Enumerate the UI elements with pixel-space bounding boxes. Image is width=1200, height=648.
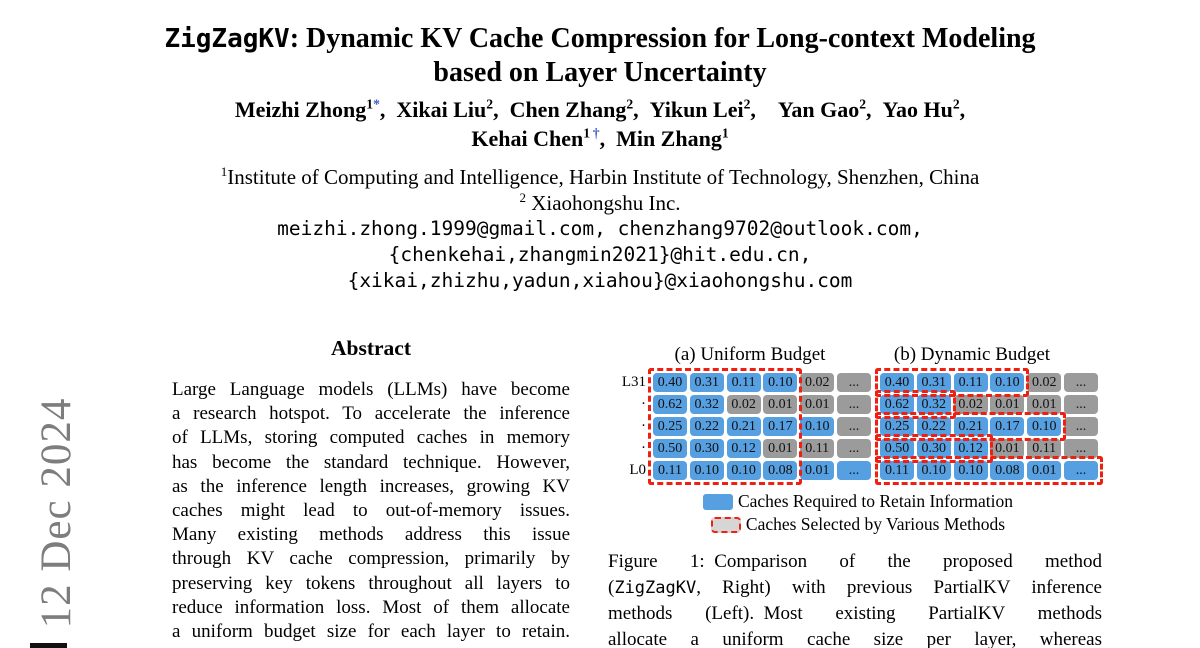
paper-title-line2: based on Layer Uncertainty <box>433 57 767 88</box>
grid-row-labels <box>608 373 650 483</box>
cache-cell: 0.17 <box>990 417 1024 436</box>
caption-code-word: ZigZagKV <box>614 577 697 598</box>
cache-cell: 0.21 <box>954 417 988 436</box>
cache-cell: 0.32 <box>917 395 951 414</box>
cache-cell: 0.50 <box>653 439 687 458</box>
cache-cell: 0.02 <box>954 395 988 414</box>
grid-row-label: · <box>641 440 646 456</box>
figure-panel-headers <box>608 344 1108 370</box>
caption-line <box>608 575 1102 602</box>
affiliation-text: Institute of Computing and Intelligence, Harbin Institute of Technology, Shenzhen, China <box>227 165 980 189</box>
affiliation-number: 1 <box>583 125 591 141</box>
affiliation-number: 2 <box>486 96 494 112</box>
abstract-line: preserving key tokens throughout all layers to <box>172 572 570 594</box>
cache-cell: 0.01 <box>800 395 834 414</box>
uniform-budget-grid <box>653 373 872 480</box>
author-separator: , <box>750 97 778 122</box>
cache-cell: 0.10 <box>763 373 797 392</box>
author-superscript <box>953 97 960 112</box>
cache-cell: 0.10 <box>727 461 761 480</box>
abstract-line: of LLMs, storing computed caches in memory <box>172 427 570 449</box>
cache-cell: 0.02 <box>1027 373 1061 392</box>
cache-cell: ... <box>1064 395 1098 414</box>
abstract-line: as the inference length increases, growing KV <box>172 475 570 497</box>
cache-cell: 0.08 <box>763 461 797 480</box>
cache-cell: 0.10 <box>800 417 834 436</box>
cache-cell: 0.01 <box>990 395 1024 414</box>
page-edge-artifact <box>30 643 67 648</box>
cache-cell: ... <box>837 417 871 436</box>
cache-cell: 0.22 <box>690 417 724 436</box>
author-name: Yan Gao <box>777 97 860 122</box>
email-line: {xikai,zhizhu,yadun,xiahou}@xiaohongshu.com <box>347 269 853 292</box>
cache-cell: 0.25 <box>653 417 687 436</box>
uniform-selection-box <box>648 368 802 485</box>
author-name: Xikai Liu <box>396 97 487 122</box>
abstract-line: through KV cache compression, primarily by <box>172 548 570 570</box>
cache-cell: 0.01 <box>1027 395 1061 414</box>
cache-cell: 0.40 <box>880 373 914 392</box>
cache-cell: ... <box>1064 461 1098 480</box>
author-name: Meizhi Zhong <box>234 97 367 122</box>
cache-cell: 0.31 <box>690 373 724 392</box>
paper-header <box>0 22 1200 294</box>
figure-caption <box>608 549 1102 648</box>
caption-line <box>608 601 1102 627</box>
cache-cell: 0.12 <box>954 439 988 458</box>
caption-line <box>608 627 1102 648</box>
legend-label: Caches Required to Retain Information <box>737 491 1014 511</box>
author-mark: * <box>373 96 380 112</box>
author-superscript <box>583 126 599 141</box>
cache-cell: 0.01 <box>990 439 1024 458</box>
affiliation-number: 1 <box>366 96 374 112</box>
caption-text: methods (Left). Most existing PartialKV methods <box>608 603 1102 625</box>
cache-cell: 0.11 <box>1027 439 1061 458</box>
arxiv-date-watermark: 12 Dec 2024 <box>33 397 80 629</box>
abstract-line: caches might lead to out-of-memory issues. <box>172 500 570 522</box>
abstract-body <box>172 378 570 644</box>
cache-cell: 0.08 <box>990 461 1024 480</box>
legend-label: Caches Selected by Various Methods <box>745 514 1006 534</box>
grid-row-label: L31 <box>621 374 646 390</box>
author-separator: , <box>633 97 650 122</box>
cache-cell: 0.12 <box>727 439 761 458</box>
legend-row <box>703 490 1013 513</box>
author-separator: , <box>493 97 510 122</box>
dynamic-budget-grid <box>880 373 1099 480</box>
legend-swatch-gray-dashed <box>711 517 741 533</box>
caption-text: ( <box>608 576 615 598</box>
figure-legend <box>608 490 1108 536</box>
email-line: {chenkehai,zhangmin2021}@hit.edu.cn, <box>388 243 812 266</box>
cache-cell: 0.01 <box>800 461 834 480</box>
cache-cell: 0.30 <box>917 439 951 458</box>
affiliation-number: 2 <box>952 96 960 112</box>
cache-cell: ... <box>837 373 871 392</box>
author-name: Kehai Chen <box>471 126 584 151</box>
cache-cell: 0.62 <box>880 395 914 414</box>
cache-cell: 0.10 <box>954 461 988 480</box>
panel-b-label: (b) Dynamic Budget <box>893 344 1051 365</box>
author-superscript <box>859 97 866 112</box>
author-superscript <box>366 97 380 112</box>
authors-line1 <box>0 95 1200 124</box>
author-separator: , <box>866 97 883 122</box>
author-superscript <box>722 126 729 141</box>
abstract-line: reduce information loss. Most of them allocate <box>172 596 570 618</box>
affiliation-number: 2 <box>859 96 867 112</box>
abstract-heading: Abstract <box>330 336 411 360</box>
cache-cell: ... <box>1064 439 1098 458</box>
legend-swatch-blue <box>703 494 733 510</box>
cache-cell: 0.10 <box>690 461 724 480</box>
affiliation-number: 1 <box>721 125 729 141</box>
cache-cell: 0.11 <box>653 461 687 480</box>
grid-row-label: L0 <box>629 462 646 478</box>
title-rest: : Dynamic KV Cache Compression for Long-context Modeling <box>289 23 1036 54</box>
cache-cell: 0.01 <box>763 439 797 458</box>
cache-cell: 0.40 <box>653 373 687 392</box>
cache-cell: 0.01 <box>1027 461 1061 480</box>
cache-cell: 0.10 <box>1027 417 1061 436</box>
authors-line2 <box>0 124 1200 153</box>
panel-a-label: (a) Uniform Budget <box>674 344 826 365</box>
grid-row-label: · <box>641 396 646 412</box>
caption-text: , Right) with previous PartialKV inference <box>696 576 1102 598</box>
dynamic-selection-box <box>875 456 1103 485</box>
cache-cell: ... <box>1064 373 1098 392</box>
paper-title-line1 <box>0 22 1200 56</box>
cache-cell: 0.10 <box>990 373 1024 392</box>
affiliation-text: Xiaohongshu Inc. <box>525 191 681 215</box>
cache-cell: 0.22 <box>917 417 951 436</box>
cache-cell: ... <box>1064 417 1098 436</box>
cache-cell: 0.02 <box>727 395 761 414</box>
cache-cell: 0.02 <box>800 373 834 392</box>
cache-cell: ... <box>837 395 871 414</box>
title-code-word: ZigZagKV <box>164 24 290 54</box>
cache-cell: 0.31 <box>917 373 951 392</box>
cache-cell: ... <box>837 439 871 458</box>
caption-line <box>608 549 1102 575</box>
legend-row <box>711 513 1005 536</box>
abstract-section <box>172 336 570 644</box>
abstract-line: Many existing methods address this issue <box>172 524 570 546</box>
author-separator: , <box>959 97 966 122</box>
grid-row-label: · <box>641 418 646 434</box>
abstract-line: has become the standard technique. However, <box>172 451 570 473</box>
cache-cell: 0.01 <box>763 395 797 414</box>
affiliation-superscript: 2 <box>519 190 526 205</box>
abstract-line: Large Language models (LLMs) have become <box>172 379 570 400</box>
cache-cell: 0.32 <box>690 395 724 414</box>
author-name: Yao Hu <box>882 97 953 122</box>
cache-cell: 0.17 <box>763 417 797 436</box>
cache-grid-area <box>608 373 1108 483</box>
cache-cell: 0.11 <box>954 373 988 392</box>
affiliation-number: 2 <box>626 96 634 112</box>
cache-cell: 0.30 <box>690 439 724 458</box>
author-separator: , <box>599 126 617 151</box>
cache-cell: 0.10 <box>917 461 951 480</box>
author-separator: , <box>379 97 397 122</box>
affiliation-superscript: 1 <box>220 164 228 179</box>
abstract-line: a uniform budget size for each layer to retain. <box>172 621 570 643</box>
affiliation-line <box>0 164 1200 190</box>
cache-cell: 0.11 <box>880 461 914 480</box>
cache-cell: 0.50 <box>880 439 914 458</box>
author-name: Yikun Lei <box>649 97 744 122</box>
abstract-line: a research hotspot. To accelerate the inference <box>172 403 570 425</box>
emails-block <box>0 216 1200 294</box>
caption-text: allocate a uniform cache size per layer, whereas <box>608 628 1102 648</box>
cache-cell: 0.11 <box>727 373 761 392</box>
author-name: Chen Zhang <box>509 97 627 122</box>
cache-cell: 0.11 <box>800 439 834 458</box>
cache-cell: 0.62 <box>653 395 687 414</box>
cache-cell: 0.21 <box>727 417 761 436</box>
figure-1 <box>608 344 1108 648</box>
author-name: Min Zhang <box>616 126 722 151</box>
cache-cell: 0.25 <box>880 417 914 436</box>
cache-cell: ... <box>837 461 871 480</box>
affiliation-number: 2 <box>743 96 751 112</box>
caption-text: Figure 1: Comparison of the proposed method <box>608 551 1102 572</box>
affiliation-line <box>0 190 1200 216</box>
affiliations <box>0 164 1200 216</box>
email-line: meizhi.zhong.1999@gmail.com, chenzhang9702@outlook.com, <box>277 217 923 240</box>
author-mark: † <box>590 125 600 141</box>
